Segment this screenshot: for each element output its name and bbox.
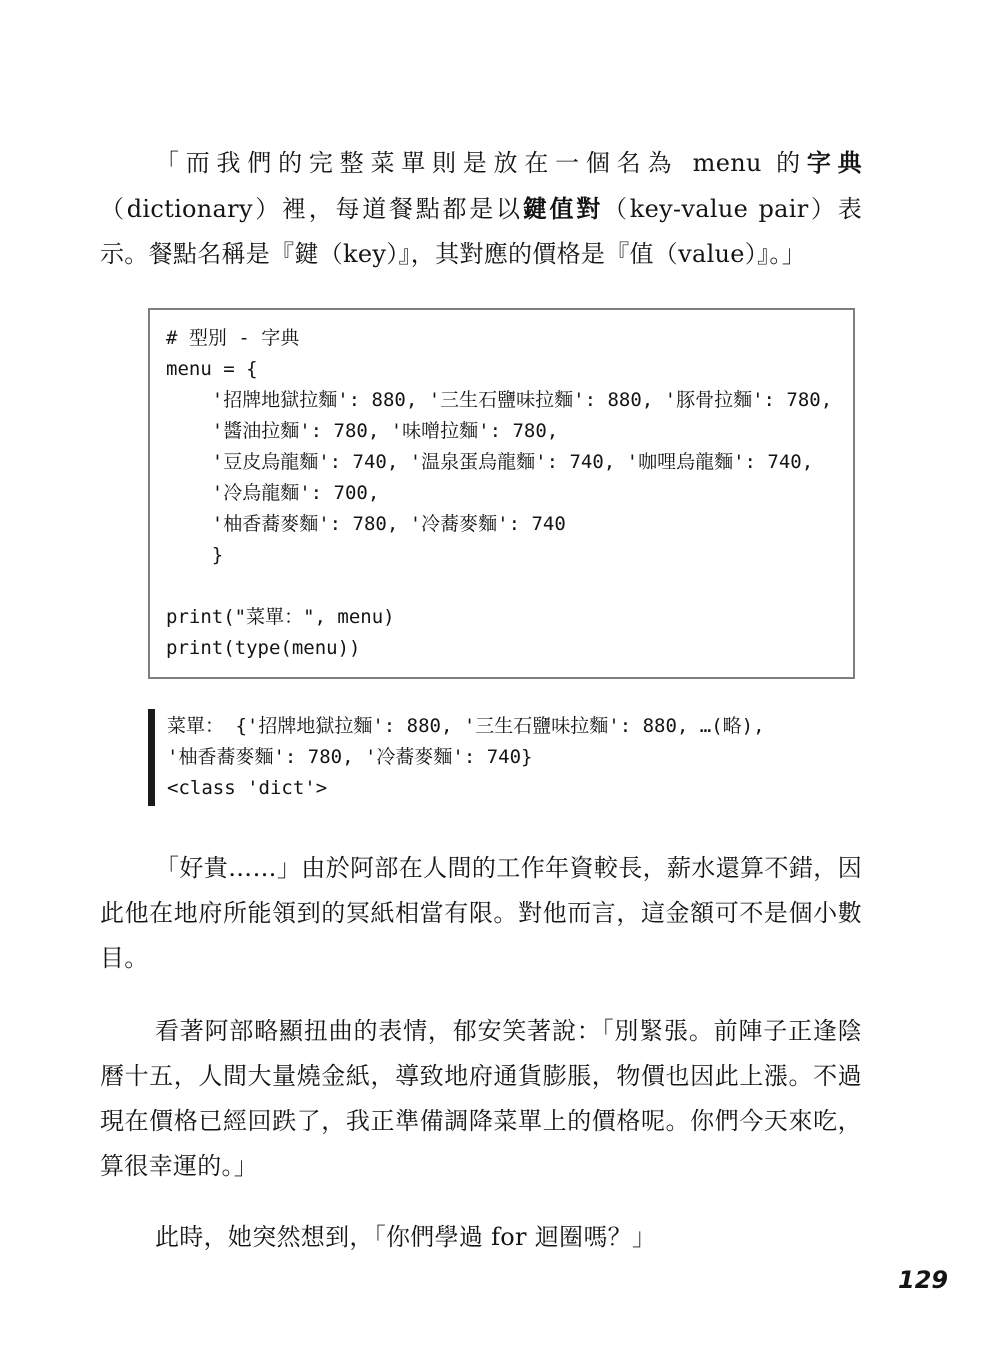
intro-bold-term: 字典 bbox=[806, 148, 862, 177]
output-line: <class 'dict'> bbox=[167, 777, 328, 799]
page-content bbox=[100, 0, 862, 1260]
code-line: '冷烏龍麵': 700, bbox=[166, 482, 380, 504]
story-paragraph-1: 「好貴……」由於阿部在人間的工作年資較長，薪水還算不錯，因此他在地府所能領到的冥紙相當有限。對他而言，這金額可不是個小數目。 bbox=[100, 854, 862, 972]
intro-text-segment: （dictionary）裡，每道餐點都是以 bbox=[100, 195, 523, 223]
intro-paragraph bbox=[100, 140, 862, 277]
output-block bbox=[148, 709, 838, 806]
intro-bold-term: 鍵值對 bbox=[522, 194, 604, 223]
code-line: menu = { bbox=[166, 358, 258, 380]
code-line: '醬油拉麵': 780, '味噌拉麵': 780, bbox=[166, 420, 559, 442]
story-paragraph-3: 此時，她突然想到，「你們學過 for 迴圈嗎？」 bbox=[155, 1223, 657, 1251]
code-line: '豆皮烏龍麵': 740, '温泉蛋烏龍麵': 740, '咖哩烏龍麵': 740, bbox=[166, 451, 814, 473]
code-line: # 型別 - 字典 bbox=[166, 327, 300, 349]
code-line: '招牌地獄拉麵': 880, '三生石鹽味拉麵': 880, '豚骨拉麵': 780, bbox=[166, 389, 833, 411]
page-number: 129 bbox=[898, 1266, 949, 1294]
code-line: '柚香蕎麥麵': 780, '冷蕎麥麵': 740 bbox=[166, 513, 566, 535]
code-line: print("菜單：", menu) bbox=[166, 606, 395, 628]
code-line bbox=[166, 571, 837, 602]
story-paragraph-2: 看著阿部略顯扭曲的表情，郁安笑著說：「別緊張。前陣子正逢陰曆十五，人間大量燒金紙，導致地府通貨膨脹，物價也因此上漲。不過現在價格已經回跌了，我正準備調降菜單上的價格呢。你們今天來吃，算很幸運的。」 bbox=[100, 1017, 862, 1180]
output-line: 菜單： {'招牌地獄拉麵': 880, '三生石鹽味拉麵': 880, …(略), bbox=[167, 715, 765, 737]
output-line: '柚香蕎麥麵': 780, '冷蕎麥麵': 740} bbox=[167, 746, 533, 768]
intro-text-segment: 「而我們的完整菜單則是放在一個名為 menu 的 bbox=[155, 149, 807, 177]
code-line: } bbox=[166, 544, 224, 566]
code-block bbox=[148, 308, 855, 679]
intro-text-segment: （key-value pair）表示。餐點名稱是『鍵（key）』，其對應的價格是『值（value）』。」 bbox=[100, 195, 862, 268]
code-line: print(type(menu)) bbox=[166, 637, 361, 659]
